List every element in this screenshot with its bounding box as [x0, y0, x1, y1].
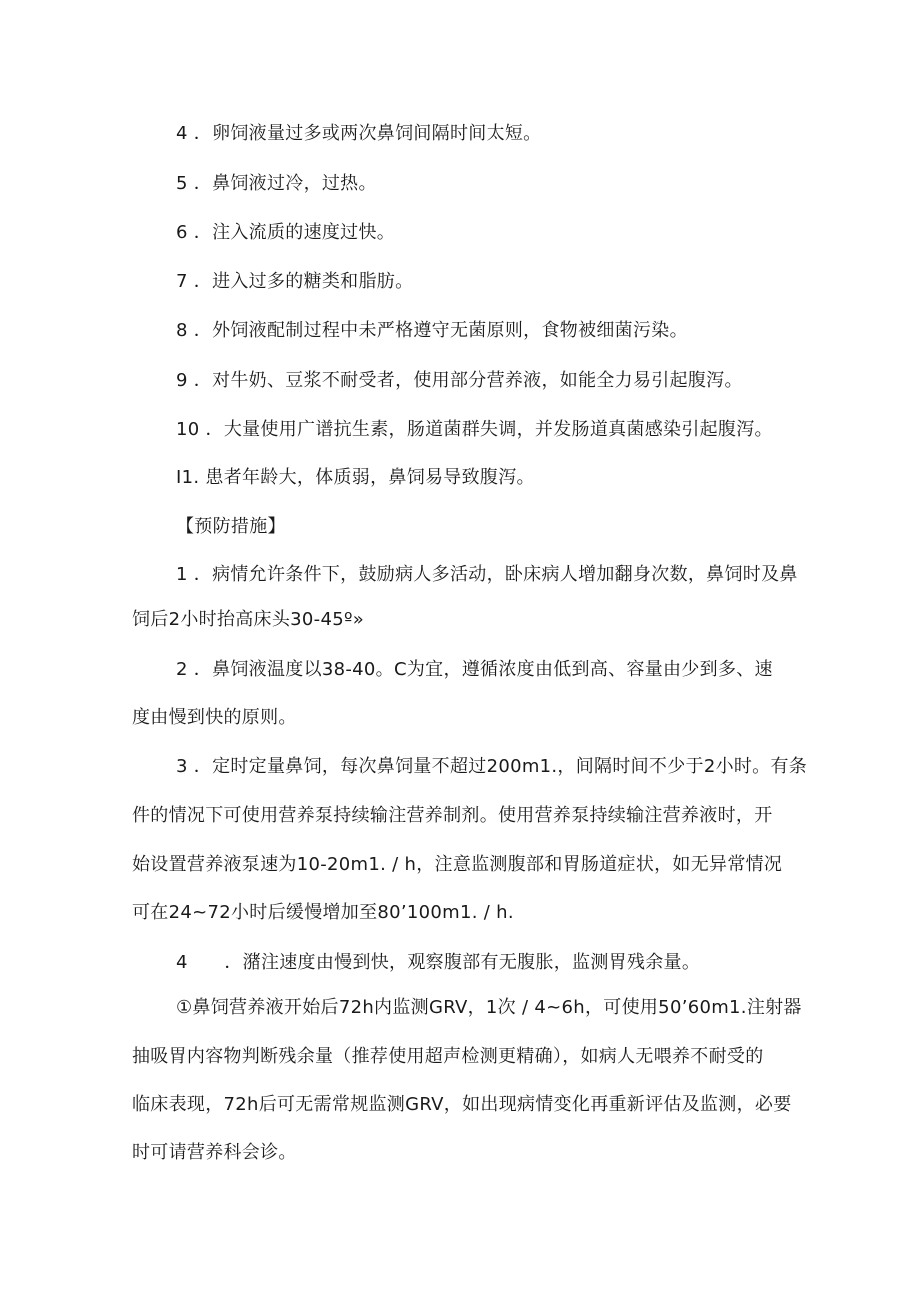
cause-item-8: 8 ．外饲液配制过程中未严格遵守无菌原则，食物被细菌污染。 — [176, 320, 688, 341]
cause-item-7: 7 ．进入过多的糖类和脂肪。 — [176, 271, 414, 292]
measure-1-line-2: 饲后2小时抬高床头30-45º» — [132, 609, 365, 630]
sub-item-1-line-3: 临床表现，72h后可无需常规监测GRV，如出现病情变化再重新评估及监测，必要 — [132, 1094, 792, 1115]
cause-item-6: 6 ．注入流质的速度过快。 — [176, 222, 396, 243]
sub-item-1-line-1: ①鼻饲营养液开始后72h内监测GRV，1次 / 4~6h，可使用50’60m1.注射器 — [176, 997, 802, 1018]
measure-2-line-1: 2 ．鼻饲液温度以38-40。C为宜，遵循浓度由低到高、容量由少到多、速 — [176, 659, 773, 680]
measure-3-line-4: 可在24~72小时后缓慢增加至80’100m1. / h. — [132, 902, 514, 923]
cause-item-9: 9 ．对牛奶、豆浆不耐受者，使用部分营养液，如能全力易引起腹泻。 — [176, 370, 743, 391]
cause-item-10: 10 ．大量使用广谱抗生素，肠道菌群失调，并发肠道真菌感染引起腹泻。 — [176, 419, 773, 440]
cause-item-4: 4 ．卵饲液量过多或两次鼻饲间隔时间太短。 — [176, 123, 542, 144]
measure-4-line-1: 4 ．潴注速度由慢到快，观察腹部有无腹胀，监测胃残余量。 — [176, 952, 701, 973]
cause-item-5: 5 ．鼻饲液过冷，过热。 — [176, 173, 377, 194]
measure-3-line-2: 件的情况下可使用营养泵持续输注营养制剂。使用营养泵持续输注营养液时，开 — [132, 805, 773, 826]
measure-2-line-2: 度由慢到快的原则。 — [132, 707, 297, 728]
section-heading: 【预防措施】 — [176, 516, 286, 537]
cause-item-11: I1. 患者年龄大，体质弱，鼻饲易导致腹泻。 — [176, 467, 535, 488]
sub-item-1-line-4: 时可请营养科会诊。 — [132, 1142, 297, 1163]
sub-item-1-line-2: 抽吸胃内容物判断残余量（推荐使用超声检测更精确），如病人无喂养不耐受的 — [132, 1046, 764, 1067]
measure-3-line-1: 3 ．定时定量鼻饲，每次鼻饲量不超过200m1.，间隔时间不少于2小时。有条 — [176, 756, 808, 777]
measure-3-line-3: 始设置营养液泵速为10-20m1. / h，注意监测腹部和胃肠道症状，如无异常情况 — [132, 854, 783, 875]
measure-1-line-1: 1 ．病情允许条件下，鼓励病人多活动，卧床病人增加翻身次数，鼻饲时及鼻 — [176, 564, 798, 585]
